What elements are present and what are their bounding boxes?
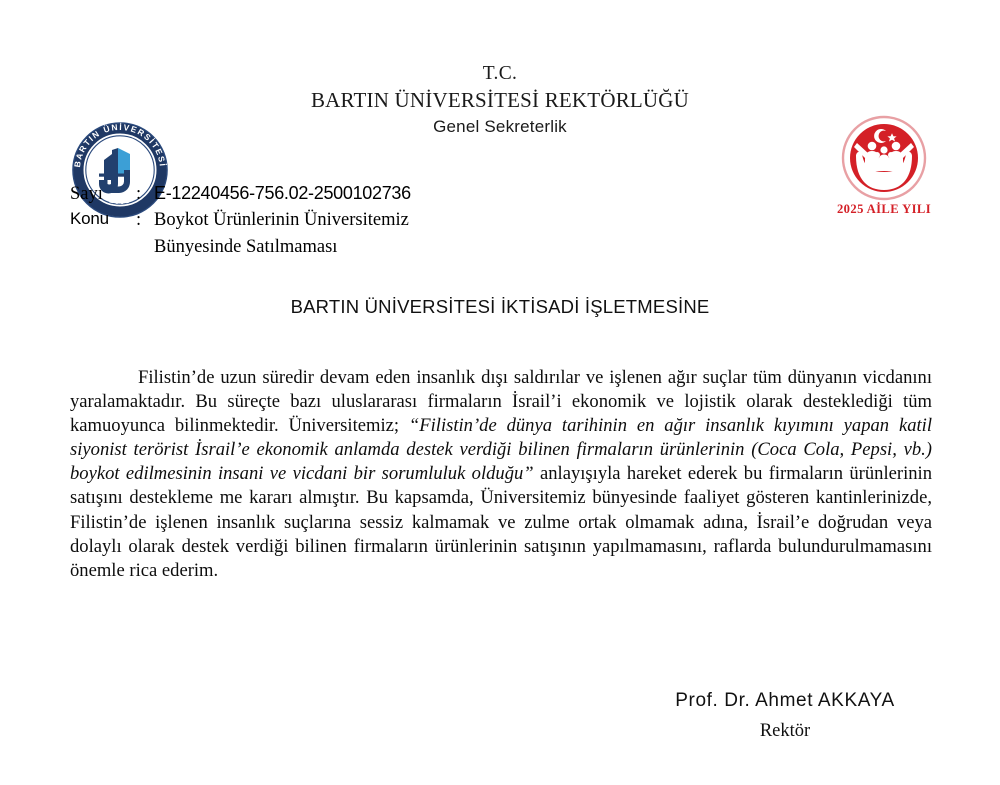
signature-block xyxy=(600,688,970,745)
header-institution-line: BARTIN ÜNİVERSİTESİ REKTÖRLÜĞÜ xyxy=(310,87,690,112)
body-part-1: Filistin’de uzun süredir devam eden insanlık dışı saldırılar ve işlenen ağır suçlar tüm dünyanın vicdanını yaralamaktadır. Bu süreçte bazı uluslararası firmaların İsrail’i ekonomik ve lojistik olarak desteklediği tüm kamuoyunca bilinmektedir. Üniversitemiz; xyxy=(70,367,932,437)
body-paragraph xyxy=(70,366,932,583)
body-quote: “Filistin’de dünya tarihinin en ağır insanlık kıyımını yapan katil siyonist terörist İsrail’e ekonomik anlamda destek verdiği bilinen firmaların ürünlerinin (Coca Cola, Pepsi, vb.) boykot edilmesinin insani ve vicdani bir sorumluluk olduğu” xyxy=(70,415,933,485)
family-year-logo xyxy=(828,114,940,220)
signatory-name: Prof. Dr. Ahmet AKKAYA xyxy=(675,690,895,711)
konu-value-line-1: Boykot Ürünlerinin Üniversitemiz xyxy=(154,210,409,231)
recipient-line: BARTIN ÜNİVERSİTESİ İKTİSADİ İŞLETMESİNE xyxy=(290,296,710,317)
svg-text:BARTIN ÜNİVERSİTESİ: BARTIN ÜNİVERSİTESİ xyxy=(71,121,168,168)
header-unit-line: Genel Sekreterlik xyxy=(433,117,567,137)
sayi-value: E-12240456-756.02-2500102736 xyxy=(154,183,411,203)
signatory-title: Rektör xyxy=(759,720,811,741)
konu-value-line-2: Bünyesinde Satılmaması xyxy=(154,236,338,257)
sayi-label: Sayı xyxy=(70,184,103,204)
meta-row-sayi xyxy=(70,181,590,207)
family-year-caption: 2025 AİLE YILI xyxy=(836,202,932,216)
document-body xyxy=(70,366,932,583)
header-titles xyxy=(250,62,750,141)
meta-row-konu xyxy=(70,207,590,233)
body-part-2: anlayışıyla hareket ederek bu firmaların ürünlerinin satışını destekleme me kararı almıştır. Bu kapsamda, Üniversitemiz bünyesinde faaliyet gösteren kantinlerinizde, Filistin’de işlenen insanlık suçlarına sessiz kalmamak ve zulme ortak olmamak adına, İsrail’e doğrudan veya dolaylı olarak destek verdiği bilinen firmaların ürünlerinin satışının yapılmamasını, raflarda bulundurulmamasını önemle rica ederim. xyxy=(70,463,932,581)
konu-label: Konu xyxy=(70,209,109,229)
document-meta xyxy=(70,181,590,260)
svg-text:2008: 2008 xyxy=(108,195,132,207)
header-republic-line: T.C. xyxy=(482,63,518,84)
sayi-colon: : xyxy=(136,184,142,204)
konu-colon: : xyxy=(136,210,142,231)
